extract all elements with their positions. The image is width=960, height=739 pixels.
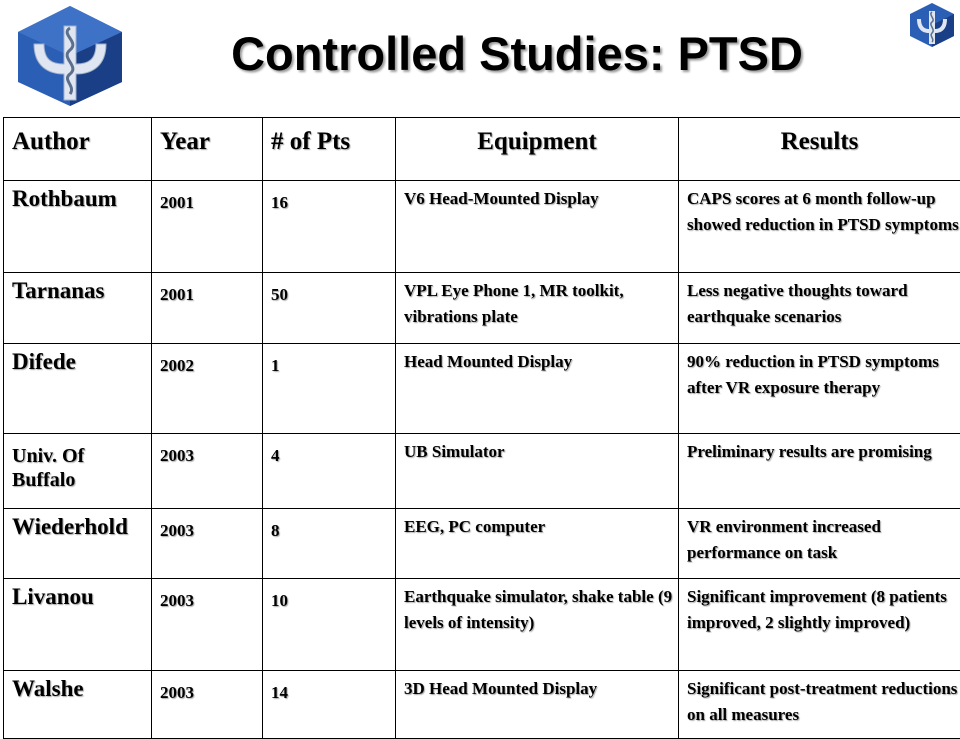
cell-author: Tarnanas (4, 273, 152, 344)
cell-author: Wiederhold (4, 509, 152, 579)
cell-year: 2003 (152, 671, 263, 739)
cell-equipment: V6 Head-Mounted Display (396, 181, 679, 273)
table-row (4, 671, 960, 739)
table-row (4, 509, 960, 579)
cell-results: 90% reduction in PTSD symptoms after VR exposure therapy (679, 344, 960, 434)
cell-pts: 4 (263, 434, 396, 509)
table-row (4, 434, 960, 509)
cell-author: Livanou (4, 579, 152, 671)
table-row (4, 344, 960, 434)
cell-year: 2003 (152, 434, 263, 509)
header-results: Results (679, 118, 960, 181)
cell-author: Rothbaum (4, 181, 152, 273)
cell-year: 2003 (152, 509, 263, 579)
table-header-row (4, 118, 960, 181)
cell-results: CAPS scores at 6 month follow-up showed reduction in PTSD symptoms (679, 181, 960, 273)
cell-pts: 10 (263, 579, 396, 671)
cell-results: Significant improvement (8 patients improved, 2 slightly improved) (679, 579, 960, 671)
cell-pts: 8 (263, 509, 396, 579)
cell-pts: 50 (263, 273, 396, 344)
cell-pts: 1 (263, 344, 396, 434)
table-row (4, 181, 960, 273)
cell-results: Preliminary results are promising (679, 434, 960, 509)
table-row (4, 579, 960, 671)
cell-equipment: Head Mounted Display (396, 344, 679, 434)
cell-results: Less negative thoughts toward earthquake scenarios (679, 273, 960, 344)
cell-year: 2001 (152, 273, 263, 344)
header-year: Year (152, 118, 263, 181)
header-pts: # of Pts (263, 118, 396, 181)
cell-author: Univ. Of Buffalo (4, 434, 152, 509)
cell-results: Significant post-treatment reductions on all measures (679, 671, 960, 739)
cell-author: Walshe (4, 671, 152, 739)
page-title: Controlled Studies: PTSD (0, 26, 960, 81)
header-author: Author (4, 118, 152, 181)
cell-year: 2001 (152, 181, 263, 273)
cell-year: 2003 (152, 579, 263, 671)
cell-pts: 14 (263, 671, 396, 739)
cell-results: VR environment increased performance on task (679, 509, 960, 579)
cell-equipment: UB Simulator (396, 434, 679, 509)
table-row (4, 273, 960, 344)
studies-table (3, 117, 960, 739)
cell-pts: 16 (263, 181, 396, 273)
cell-equipment: 3D Head Mounted Display (396, 671, 679, 739)
cell-equipment: EEG, PC computer (396, 509, 679, 579)
cell-equipment: Earthquake simulator, shake table (9 levels of intensity) (396, 579, 679, 671)
cell-equipment: VPL Eye Phone 1, MR toolkit, vibrations plate (396, 273, 679, 344)
cell-year: 2002 (152, 344, 263, 434)
cell-author: Difede (4, 344, 152, 434)
header-equipment: Equipment (396, 118, 679, 181)
